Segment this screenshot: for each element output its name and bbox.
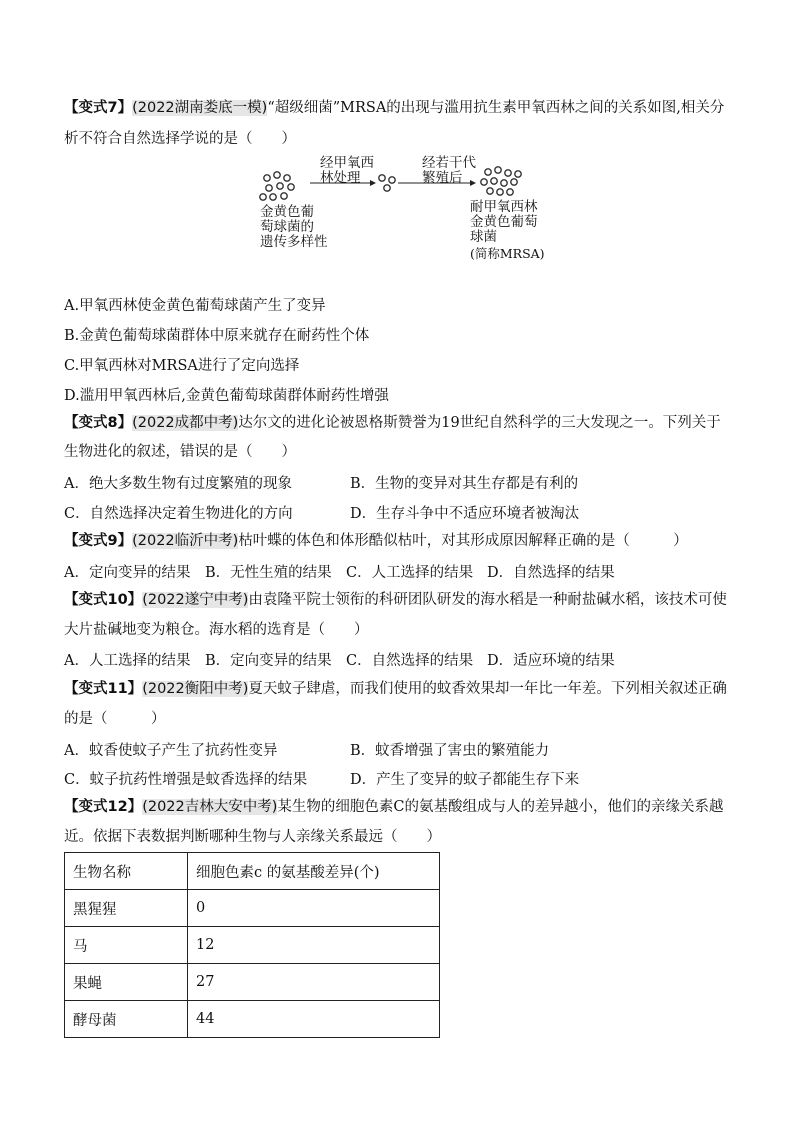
- q11-option-b: B．蚊香增强了害虫的繁殖能力: [350, 743, 550, 759]
- table-row: [65, 927, 440, 964]
- bacteria-group-left: [260, 172, 294, 200]
- arrow1-label-bottom: 林处理: [320, 170, 361, 186]
- q7-stem-line2: 析不符合自然选择学说的是（ ）: [64, 131, 296, 147]
- q12-tag: 【变式12】: [64, 799, 143, 815]
- table-cell: 27: [188, 964, 440, 1001]
- q10-stem-line2: 大片盐碱地变为粮仓。海水稻的选育是（ ）: [64, 622, 369, 638]
- q10-option-b: B．定向变异的结果: [205, 653, 332, 669]
- table-row: [65, 1001, 440, 1038]
- q9-stem-text: 枯叶蝶的体色和体形酷似枯叶，对其形成原因解释正确的是（ ）: [238, 533, 688, 549]
- table-cell: 酵母菌: [65, 1001, 188, 1038]
- right-label-2: 金黄色葡萄: [470, 214, 538, 230]
- right-label-3: 球菌: [470, 229, 497, 245]
- q9-stem: [64, 531, 688, 551]
- left-label-1: 金黄色葡: [260, 204, 314, 220]
- arrow1-label-top: 经甲氧西: [320, 155, 374, 171]
- table-header-cell: 生物名称: [65, 853, 188, 890]
- q7-option-c: C.甲氧西林对MRSA进行了定向选择: [64, 358, 300, 374]
- q11-option-d: D．产生了变异的蚊子都能生存下来: [350, 772, 580, 788]
- q9-option-d: D．自然选择的结果: [487, 565, 615, 581]
- q8-stem-line1: [64, 413, 721, 433]
- table-cell: 12: [188, 927, 440, 964]
- q7-option-b: B.金黄色葡萄球菌群体中原来就存在耐药性个体: [64, 328, 370, 344]
- q8-source: (2022成都中考): [132, 415, 239, 431]
- q11-option-a: A．蚊香使蚊子产生了抗药性变异: [64, 743, 278, 759]
- q8-option-c: C．自然选择决定着生物进化的方向: [64, 506, 293, 522]
- q12-stem-line1: [64, 797, 724, 817]
- q9-option-b: B．无性生殖的结果: [205, 565, 332, 581]
- q8-option-b: B．生物的变异对其生存都是有利的: [350, 476, 579, 492]
- q8-stem-text1: 达尔文的进化论被恩格斯赞誉为19世纪自然科学的三大发现之一。下列关于: [238, 415, 721, 431]
- amino-acid-difference-table: [64, 852, 440, 1038]
- arrow2-label-bottom: 繁殖后: [422, 170, 463, 186]
- q11-stem-line1: [64, 679, 727, 699]
- table-cell: 马: [65, 927, 188, 964]
- q8-option-a: A．绝大多数生物有过度繁殖的现象: [64, 476, 292, 492]
- table-header-row: [65, 853, 440, 890]
- left-label-3: 遗传多样性: [260, 234, 328, 250]
- table-cell: 0: [188, 890, 440, 927]
- table-row: [65, 890, 440, 927]
- q10-option-a: A．人工选择的结果: [64, 653, 191, 669]
- q11-stem-line2: 的是（ ）: [64, 711, 166, 727]
- table-cell: 黑猩猩: [65, 890, 188, 927]
- q12-stem-line2: 近。依据下表数据判断哪种生物与人亲缘关系最远（ ）: [64, 829, 441, 845]
- q10-option-c: C．自然选择的结果: [346, 653, 474, 669]
- q11-tag: 【变式11】: [64, 681, 143, 697]
- q8-stem-line2: 生物进化的叙述，错误的是（ ）: [64, 444, 296, 460]
- q8-tag: 【变式8】: [64, 415, 133, 431]
- arrow2-label-top: 经若干代: [422, 155, 476, 171]
- q10-stem-line1: [64, 590, 727, 610]
- bacteria-group-middle: [379, 175, 395, 191]
- table-cell: 44: [188, 1001, 440, 1038]
- left-label-2: 萄球菌的: [260, 219, 314, 235]
- q7-option-d: D.滥用甲氧西林后,金黄色葡萄球菌群体耐药性增强: [64, 388, 389, 404]
- q7-stem-line1: [64, 98, 724, 118]
- q12-stem-text1: 某生物的细胞色素C的氨基酸组成与人的差异越小，他们的亲缘关系越: [277, 799, 724, 815]
- q10-option-d: D．适应环境的结果: [487, 653, 615, 669]
- q12-source: (2022吉林大安中考): [142, 799, 278, 815]
- q9-option-a: A．定向变异的结果: [64, 565, 191, 581]
- q7-option-a: A.甲氧西林使金黄色葡萄球菌产生了变异: [64, 298, 326, 314]
- q7-source: (2022湖南娄底一模): [132, 100, 268, 116]
- q10-stem-text1: 由袁隆平院士领衔的科研团队研发的海水稻是一种耐盐碱水稻，该技术可使: [248, 592, 727, 608]
- q7-diagram: [258, 155, 546, 270]
- q10-source: (2022遂宁中考): [142, 592, 249, 608]
- q11-source: (2022衡阳中考): [142, 681, 249, 697]
- bacteria-group-right: [481, 167, 521, 195]
- q7-stem-text1: “超级细菌”MRSA的出现与滥用抗生素甲氧西林之间的关系如图,相关分: [267, 100, 725, 116]
- right-label-1: 耐甲氧西林: [470, 199, 538, 215]
- table-header-cell: 细胞色素c 的氨基酸差异(个): [188, 853, 440, 890]
- right-label-4: (简称MRSA): [470, 246, 545, 261]
- table-row: [65, 964, 440, 1001]
- q9-option-c: C．人工选择的结果: [346, 565, 474, 581]
- q7-tag: 【变式7】: [64, 100, 133, 116]
- q10-tag: 【变式10】: [64, 592, 143, 608]
- q9-source: (2022临沂中考): [132, 533, 239, 549]
- q11-stem-text1: 夏天蚊子肆虐，而我们使用的蚊香效果却一年比一年差。下列相关叙述正确: [248, 681, 727, 697]
- q11-option-c: C．蚊子抗药性增强是蚊香选择的结果: [64, 772, 308, 788]
- table-cell: 果蝇: [65, 964, 188, 1001]
- q9-tag: 【变式9】: [64, 533, 133, 549]
- q8-option-d: D．生存斗争中不适应环境者被淘汰: [350, 506, 580, 522]
